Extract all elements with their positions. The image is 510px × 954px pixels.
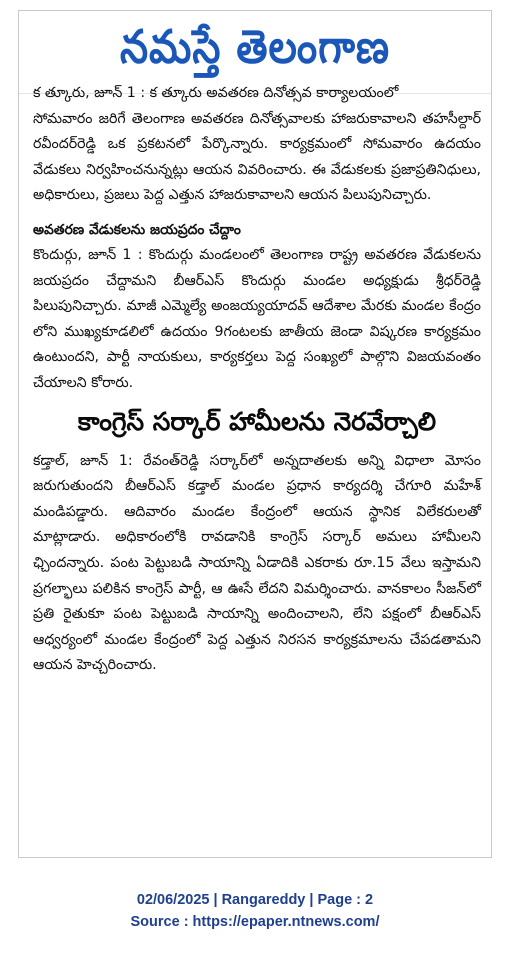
clipping-footer [0,889,510,933]
date-edition-page: 02/06/2025 | Rangareddy | Page : 2 [136,892,374,908]
source-link[interactable]: Source : https://epaper.ntnews.com/ [130,914,380,930]
masthead-title: నమస్తే తెలంగాణ [119,19,391,74]
clipping-content [19,81,491,679]
article3-body: కడ్తాల్, జూన్ 1: రేవంత్‌రెడ్డి సర్కార్‌లో అన్నదాతలకు అన్ని విధాలా మోసం జరుగుతుందని బీఆర్‌ఎస్ కడ్తాల్ మండల ప్రధాన కార్యదర్శి చేగూరి మహేశ్ మండిపడ్డారు. ఆదివారం మండల కేంద్రంలో ఆయన స్థానిక విలేకరులతో మాట్లాడారు. అధికారంలోకి రావడానికి కాంగ్రెస్ సర్కార్ అమలు హామీలని ఛ్చిందన్నారు. పంట పెట్టుబడి సాయాన్ని ఏడాదికి ఎకరాకు రూ.15 వేలు ఇస్తామని ప్రగల్భాలు పలికిన కాంగ్రెస్ పార్టీ, ఆ ఊసే లేదని విమర్శించారు. వానకాలం సీజన్‌లో ప్రతి రైతుకూ పంట పెట్టుబడి సాయాన్ని అందించాలని, లేని పక్షంలో బీఆర్‌ఎస్ ఆధ్వర్యంలో మండల కేంద్రంలో పెద్ద ఎత్తున నిరసన కార్యక్రమాలను చేపడతామని ఆయన హెచ్చరించారు. [33,452,481,674]
article1-cut-line: క త్కూరు, జూన్ 1 : క త్కూరు అవతరణ దినోత్సవ కార్యాలయంలో [33,85,399,101]
article2-body: కొందుర్గు, జూన్ 1 : కొందుర్గు మండలంలో తెలంగాణ రాష్ట్ర అవతరణ వేడుకలను జయప్రదం చేద్దామని బీఆర్‌ఎస్ కొందుర్గు మండల అధ్యక్షుడు శ్రీధర్‌రెడ్డి పిలుపునిచ్చారు. మాజీ ఎమ్మెల్యే అంజయ్యయాదవ్ ఆదేశాల మేరకు మండల కేంద్రం లోని ముఖ్యకూడలిలో ఉదయం 9గంటలకు జాతీయ జెండా విష్కరణ కార్యక్రమం ఉంటుందని, పార్టీ నాయకులు, కార్యకర్తలు పెద్ద సంఖ్యలో పాల్గొని విజయవంతం చేయాలని కోరారు. [33,246,481,391]
article1-body: సోమవారం జరిగే తెలంగాణ అవతరణ దినోత్సవాలకు హాజరుకావాలని తహసీల్దార్ రవీందర్‌రెడ్డి ఒక ప్రకటనలో పేర్కొన్నారు. కార్యక్రమంలో సోమవారం ఉదయం వేడుకలు నిర్వహించనున్నట్లు ఆయన వివరించారు. ఈ వేడుకలకు ప్రజాప్రతినిధులు, అధికారులు, ప్రజలు పెద్ద ఎత్తున హాజరుకావాలని ఆయన పిలుపునిచ్చారు. [33,110,481,204]
article2-subheading: అవతరణ వేడుకలను జయప్రదం చేద్దాం [33,221,241,238]
article3-headline: కాంగ్రెస్ సర్కార్ హామీలను నెరవేర్చాలి [77,406,437,436]
newspaper-clipping [18,10,492,858]
